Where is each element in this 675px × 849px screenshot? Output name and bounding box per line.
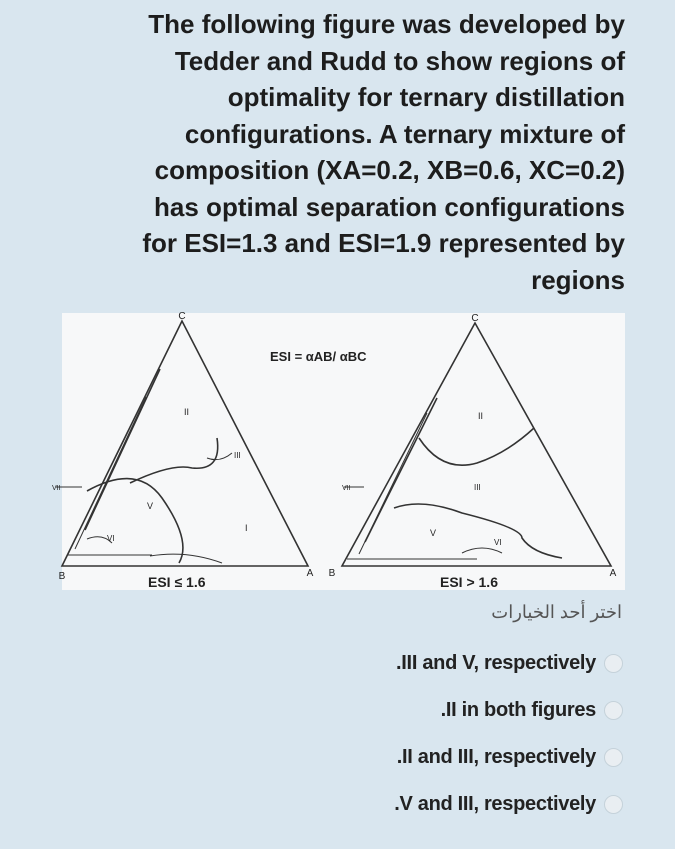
left-vertex-a-label: A xyxy=(306,568,314,579)
left-region-v-label: V xyxy=(147,501,154,511)
right-region-iii-label: III xyxy=(474,483,481,492)
left-region-vi-label: VI xyxy=(107,534,115,543)
ternary-diagram-svg xyxy=(52,311,625,590)
right-triangle-inner-line xyxy=(359,413,427,554)
radio-button[interactable] xyxy=(604,748,623,767)
left-vertex-c-label: C xyxy=(178,311,186,322)
answer-option[interactable] xyxy=(163,734,623,781)
question-line: composition (XA=0.2, XB=0.6, XC=0.2) xyxy=(154,155,625,185)
question-line: regions xyxy=(531,264,625,295)
answer-options xyxy=(163,640,623,828)
right-vertex-b-label: B xyxy=(328,568,336,579)
answer-option[interactable] xyxy=(163,781,623,828)
ternary-diagram-figure xyxy=(52,311,625,590)
right-triangle-outline xyxy=(342,323,611,566)
question-line: has optimal separation configurations xyxy=(154,191,625,222)
left-vertex-b-label: B xyxy=(58,571,66,582)
radio-button[interactable] xyxy=(604,795,623,814)
left-figure-caption: ESI ≤ 1.6 xyxy=(148,574,206,590)
answer-option-label: .II in both figures xyxy=(440,699,596,721)
left-region-iii-boundary xyxy=(207,453,232,460)
question-text xyxy=(40,6,625,298)
esi-formula: ESI = αAB/ αBC xyxy=(270,349,367,364)
right-figure-caption: ESI > 1.6 xyxy=(440,574,498,590)
answer-option[interactable] xyxy=(163,640,623,687)
left-region-v-boundary xyxy=(87,479,183,563)
left-region-vii-label: VII xyxy=(52,485,61,492)
question-line: The following figure was developed by xyxy=(148,9,625,39)
right-region-iii-boundary xyxy=(419,428,534,465)
right-region-vii-label: VII xyxy=(342,485,351,492)
left-triangle-inner-line xyxy=(75,397,146,549)
right-vertex-a-label: A xyxy=(609,568,617,579)
question-line: for ESI=1.3 and ESI=1.9 represented by xyxy=(142,228,625,258)
right-region-vi-label: VI xyxy=(494,538,502,547)
question-line: optimality for ternary distillation xyxy=(227,82,625,112)
left-region-iii-label: III xyxy=(234,451,241,460)
left-region-ii-label: II xyxy=(184,407,190,417)
answer-option-label: .V and III, respectively xyxy=(394,793,596,815)
left-region-iii-boundary xyxy=(130,438,218,483)
answer-option[interactable] xyxy=(163,687,623,734)
right-triangle xyxy=(342,323,611,566)
right-region-v-label: V xyxy=(430,528,437,538)
radio-button[interactable] xyxy=(604,654,623,673)
question-line: configurations. A ternary mixture of xyxy=(184,118,625,149)
answer-option-label: .III and V, respectively xyxy=(396,652,596,674)
right-vertex-c-label: C xyxy=(471,313,479,324)
left-region-vi-boundary xyxy=(150,554,222,563)
right-triangle-inner-line xyxy=(365,398,437,542)
left-region-i-label: I xyxy=(245,523,248,533)
right-region-ii-label: II xyxy=(478,411,484,421)
radio-button[interactable] xyxy=(604,701,623,720)
right-region-vi-boundary xyxy=(462,548,502,553)
answer-option-label: .II and III, respectively xyxy=(396,746,596,768)
right-region-v-boundary xyxy=(394,504,562,558)
choose-option-prompt: اختر أحد الخيارات xyxy=(491,602,622,622)
question-line: Tedder and Rudd to show regions of xyxy=(174,45,625,76)
